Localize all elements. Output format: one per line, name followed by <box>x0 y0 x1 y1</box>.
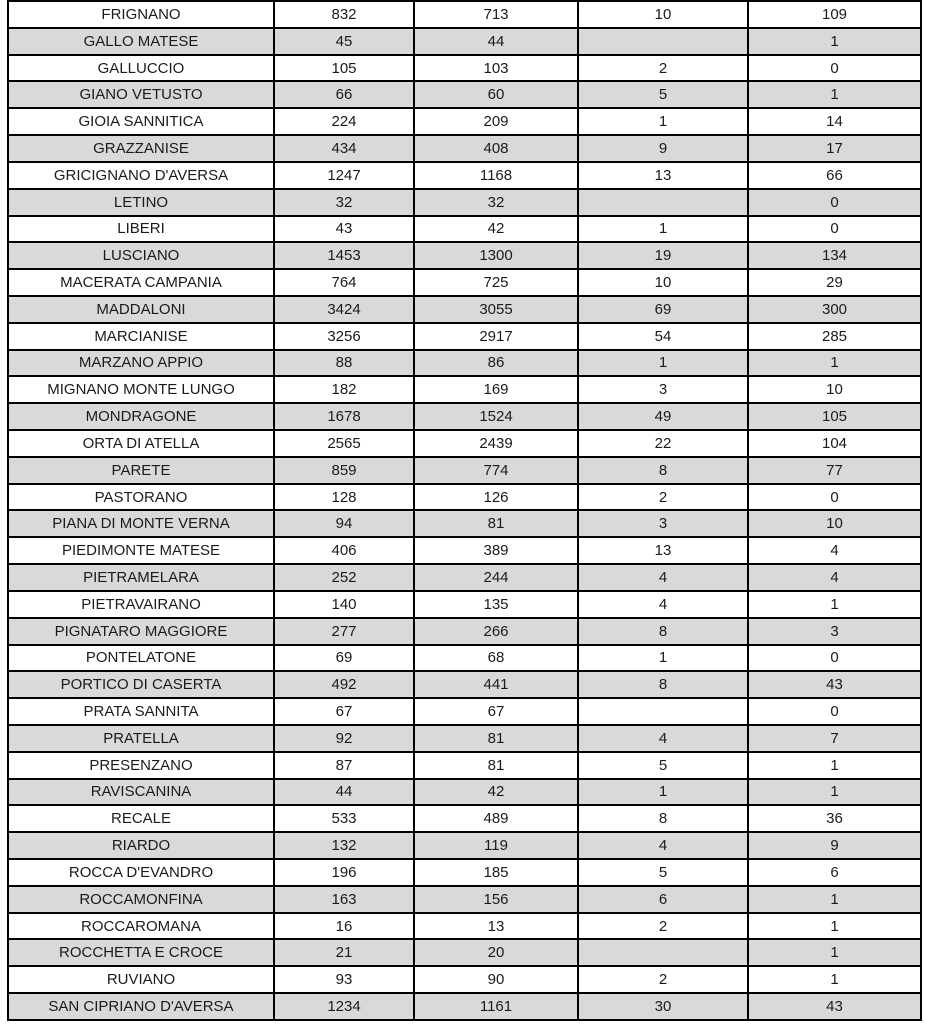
value-cell: 43 <box>274 216 414 243</box>
municipality-name-cell: ROCCA D'EVANDRO <box>8 859 274 886</box>
value-cell: 4 <box>578 591 748 618</box>
value-cell: 1 <box>578 779 748 806</box>
table-row <box>8 55 921 82</box>
value-cell: 105 <box>748 403 921 430</box>
value-cell: 10 <box>578 269 748 296</box>
table-row <box>8 403 921 430</box>
value-cell: 0 <box>748 189 921 216</box>
value-cell: 20 <box>414 939 578 966</box>
table-row <box>8 537 921 564</box>
value-cell: 1 <box>748 886 921 913</box>
value-cell: 5 <box>578 859 748 886</box>
value-cell: 533 <box>274 805 414 832</box>
value-cell: 4 <box>578 832 748 859</box>
value-cell: 9 <box>748 832 921 859</box>
table-row <box>8 430 921 457</box>
value-cell: 105 <box>274 55 414 82</box>
value-cell: 43 <box>748 993 921 1020</box>
value-cell: 2 <box>578 913 748 940</box>
municipality-name-cell: PIGNATARO MAGGIORE <box>8 618 274 645</box>
municipality-name-cell: MADDALONI <box>8 296 274 323</box>
value-cell: 10 <box>748 376 921 403</box>
value-cell: 0 <box>748 645 921 672</box>
value-cell: 104 <box>748 430 921 457</box>
value-cell: 2 <box>578 484 748 511</box>
table-row <box>8 1 921 28</box>
value-cell: 42 <box>414 216 578 243</box>
value-cell: 2 <box>578 55 748 82</box>
value-cell: 132 <box>274 832 414 859</box>
value-cell: 13 <box>578 162 748 189</box>
value-cell: 1247 <box>274 162 414 189</box>
value-cell: 489 <box>414 805 578 832</box>
table-row <box>8 28 921 55</box>
table-row <box>8 81 921 108</box>
table-row <box>8 752 921 779</box>
municipality-name-cell: PRATELLA <box>8 725 274 752</box>
table-row <box>8 966 921 993</box>
municipality-name-cell: MARZANO APPIO <box>8 350 274 377</box>
municipality-name-cell: PORTICO DI CASERTA <box>8 671 274 698</box>
table-row <box>8 725 921 752</box>
value-cell: 252 <box>274 564 414 591</box>
value-cell: 90 <box>414 966 578 993</box>
municipality-table <box>7 0 922 1021</box>
value-cell: 22 <box>578 430 748 457</box>
value-cell: 1 <box>748 752 921 779</box>
value-cell: 1 <box>748 350 921 377</box>
value-cell: 14 <box>748 108 921 135</box>
value-cell: 126 <box>414 484 578 511</box>
value-cell: 1 <box>748 779 921 806</box>
value-cell: 5 <box>578 81 748 108</box>
value-cell: 69 <box>578 296 748 323</box>
value-cell: 3 <box>578 376 748 403</box>
municipality-name-cell: MIGNANO MONTE LUNGO <box>8 376 274 403</box>
value-cell: 0 <box>748 484 921 511</box>
municipality-name-cell: PASTORANO <box>8 484 274 511</box>
value-cell: 4 <box>578 725 748 752</box>
value-cell: 8 <box>578 805 748 832</box>
value-cell: 0 <box>748 55 921 82</box>
value-cell: 2565 <box>274 430 414 457</box>
value-cell: 94 <box>274 510 414 537</box>
table-row <box>8 993 921 1020</box>
municipality-name-cell: GRICIGNANO D'AVERSA <box>8 162 274 189</box>
value-cell: 87 <box>274 752 414 779</box>
table-row <box>8 269 921 296</box>
value-cell: 1 <box>578 216 748 243</box>
value-cell: 1524 <box>414 403 578 430</box>
municipality-name-cell: PARETE <box>8 457 274 484</box>
value-cell: 81 <box>414 752 578 779</box>
table-body <box>8 1 921 1020</box>
municipality-name-cell: GIOIA SANNITICA <box>8 108 274 135</box>
value-cell: 163 <box>274 886 414 913</box>
value-cell: 0 <box>748 698 921 725</box>
value-cell: 8 <box>578 671 748 698</box>
municipality-name-cell: ROCCAROMANA <box>8 913 274 940</box>
municipality-name-cell: LETINO <box>8 189 274 216</box>
municipality-name-cell: PIEDIMONTE MATESE <box>8 537 274 564</box>
value-cell: 67 <box>274 698 414 725</box>
municipality-name-cell: PONTELATONE <box>8 645 274 672</box>
table-row <box>8 350 921 377</box>
value-cell: 277 <box>274 618 414 645</box>
table-row <box>8 671 921 698</box>
value-cell: 441 <box>414 671 578 698</box>
value-cell: 45 <box>274 28 414 55</box>
table-row <box>8 323 921 350</box>
value-cell: 13 <box>578 537 748 564</box>
municipality-name-cell: FRIGNANO <box>8 1 274 28</box>
table-row <box>8 698 921 725</box>
value-cell: 128 <box>274 484 414 511</box>
value-cell: 109 <box>748 1 921 28</box>
value-cell: 81 <box>414 725 578 752</box>
value-cell: 1 <box>748 966 921 993</box>
value-cell: 60 <box>414 81 578 108</box>
value-cell: 13 <box>414 913 578 940</box>
table-row <box>8 805 921 832</box>
municipality-name-cell: ROCCAMONFINA <box>8 886 274 913</box>
value-cell: 1161 <box>414 993 578 1020</box>
value-cell: 196 <box>274 859 414 886</box>
municipality-name-cell: PIETRAVAIRANO <box>8 591 274 618</box>
value-cell: 300 <box>748 296 921 323</box>
value-cell: 182 <box>274 376 414 403</box>
value-cell: 16 <box>274 913 414 940</box>
value-cell: 1 <box>748 591 921 618</box>
value-cell: 66 <box>274 81 414 108</box>
value-cell: 77 <box>748 457 921 484</box>
value-cell: 224 <box>274 108 414 135</box>
value-cell: 9 <box>578 135 748 162</box>
table-row <box>8 376 921 403</box>
municipality-name-cell: MONDRAGONE <box>8 403 274 430</box>
municipality-name-cell: PIANA DI MONTE VERNA <box>8 510 274 537</box>
value-cell: 43 <box>748 671 921 698</box>
value-cell: 5 <box>578 752 748 779</box>
table-row <box>8 913 921 940</box>
value-cell: 209 <box>414 108 578 135</box>
value-cell: 285 <box>748 323 921 350</box>
value-cell: 434 <box>274 135 414 162</box>
value-cell: 764 <box>274 269 414 296</box>
value-cell: 1234 <box>274 993 414 1020</box>
value-cell: 119 <box>414 832 578 859</box>
municipality-name-cell: PIETRAMELARA <box>8 564 274 591</box>
value-cell: 32 <box>414 189 578 216</box>
value-cell: 859 <box>274 457 414 484</box>
value-cell: 69 <box>274 645 414 672</box>
value-cell: 4 <box>748 537 921 564</box>
municipality-name-cell: GALLUCCIO <box>8 55 274 82</box>
value-cell: 134 <box>748 242 921 269</box>
value-cell: 30 <box>578 993 748 1020</box>
municipality-name-cell: PRATA SANNITA <box>8 698 274 725</box>
table-row <box>8 510 921 537</box>
table-row <box>8 886 921 913</box>
value-cell: 1 <box>748 81 921 108</box>
municipality-name-cell: RECALE <box>8 805 274 832</box>
value-cell: 3256 <box>274 323 414 350</box>
municipality-name-cell: RUVIANO <box>8 966 274 993</box>
value-cell: 1 <box>748 939 921 966</box>
value-cell: 88 <box>274 350 414 377</box>
value-cell: 408 <box>414 135 578 162</box>
value-cell: 42 <box>414 779 578 806</box>
value-cell: 266 <box>414 618 578 645</box>
value-cell: 1 <box>578 645 748 672</box>
value-cell: 6 <box>578 886 748 913</box>
value-cell: 1300 <box>414 242 578 269</box>
value-cell: 19 <box>578 242 748 269</box>
value-cell: 44 <box>414 28 578 55</box>
value-cell: 8 <box>578 457 748 484</box>
value-cell <box>578 939 748 966</box>
value-cell: 3424 <box>274 296 414 323</box>
value-cell: 4 <box>748 564 921 591</box>
value-cell: 406 <box>274 537 414 564</box>
table-row <box>8 189 921 216</box>
value-cell: 140 <box>274 591 414 618</box>
table-row <box>8 832 921 859</box>
value-cell: 10 <box>578 1 748 28</box>
value-cell: 389 <box>414 537 578 564</box>
value-cell: 1 <box>578 108 748 135</box>
value-cell: 54 <box>578 323 748 350</box>
municipality-name-cell: RAVISCANINA <box>8 779 274 806</box>
value-cell: 92 <box>274 725 414 752</box>
table-row <box>8 484 921 511</box>
municipality-name-cell: PRESENZANO <box>8 752 274 779</box>
municipality-name-cell: LIBERI <box>8 216 274 243</box>
municipality-name-cell: MACERATA CAMPANIA <box>8 269 274 296</box>
table-row <box>8 591 921 618</box>
value-cell: 21 <box>274 939 414 966</box>
value-cell: 3055 <box>414 296 578 323</box>
value-cell: 7 <box>748 725 921 752</box>
municipality-name-cell: GIANO VETUSTO <box>8 81 274 108</box>
value-cell: 68 <box>414 645 578 672</box>
value-cell: 1168 <box>414 162 578 189</box>
value-cell: 1 <box>578 350 748 377</box>
table-row <box>8 135 921 162</box>
value-cell: 2 <box>578 966 748 993</box>
table-row <box>8 242 921 269</box>
value-cell: 2439 <box>414 430 578 457</box>
table-row <box>8 296 921 323</box>
table-row <box>8 216 921 243</box>
table-row <box>8 457 921 484</box>
value-cell: 29 <box>748 269 921 296</box>
value-cell: 713 <box>414 1 578 28</box>
value-cell: 2917 <box>414 323 578 350</box>
value-cell: 774 <box>414 457 578 484</box>
value-cell <box>578 189 748 216</box>
value-cell: 103 <box>414 55 578 82</box>
municipality-name-cell: LUSCIANO <box>8 242 274 269</box>
value-cell: 3 <box>748 618 921 645</box>
value-cell: 1 <box>748 28 921 55</box>
table-row <box>8 779 921 806</box>
table-row <box>8 645 921 672</box>
value-cell: 17 <box>748 135 921 162</box>
table-row <box>8 108 921 135</box>
value-cell: 1678 <box>274 403 414 430</box>
value-cell: 36 <box>748 805 921 832</box>
value-cell: 1453 <box>274 242 414 269</box>
value-cell: 81 <box>414 510 578 537</box>
municipality-name-cell: MARCIANISE <box>8 323 274 350</box>
value-cell: 135 <box>414 591 578 618</box>
value-cell: 44 <box>274 779 414 806</box>
value-cell: 185 <box>414 859 578 886</box>
value-cell: 10 <box>748 510 921 537</box>
value-cell: 6 <box>748 859 921 886</box>
value-cell: 86 <box>414 350 578 377</box>
value-cell: 32 <box>274 189 414 216</box>
value-cell: 492 <box>274 671 414 698</box>
municipality-name-cell: RIARDO <box>8 832 274 859</box>
value-cell: 244 <box>414 564 578 591</box>
table-row <box>8 618 921 645</box>
value-cell: 4 <box>578 564 748 591</box>
table-row <box>8 564 921 591</box>
value-cell: 0 <box>748 216 921 243</box>
value-cell: 169 <box>414 376 578 403</box>
value-cell: 66 <box>748 162 921 189</box>
value-cell: 725 <box>414 269 578 296</box>
table-row <box>8 162 921 189</box>
value-cell: 49 <box>578 403 748 430</box>
municipality-name-cell: ORTA DI ATELLA <box>8 430 274 457</box>
value-cell: 93 <box>274 966 414 993</box>
table-row <box>8 859 921 886</box>
value-cell: 67 <box>414 698 578 725</box>
value-cell <box>578 28 748 55</box>
municipality-name-cell: GRAZZANISE <box>8 135 274 162</box>
value-cell <box>578 698 748 725</box>
municipality-name-cell: ROCCHETTA E CROCE <box>8 939 274 966</box>
municipality-name-cell: GALLO MATESE <box>8 28 274 55</box>
value-cell: 8 <box>578 618 748 645</box>
value-cell: 1 <box>748 913 921 940</box>
value-cell: 3 <box>578 510 748 537</box>
municipality-name-cell: SAN CIPRIANO D'AVERSA <box>8 993 274 1020</box>
value-cell: 832 <box>274 1 414 28</box>
value-cell: 156 <box>414 886 578 913</box>
table-row <box>8 939 921 966</box>
